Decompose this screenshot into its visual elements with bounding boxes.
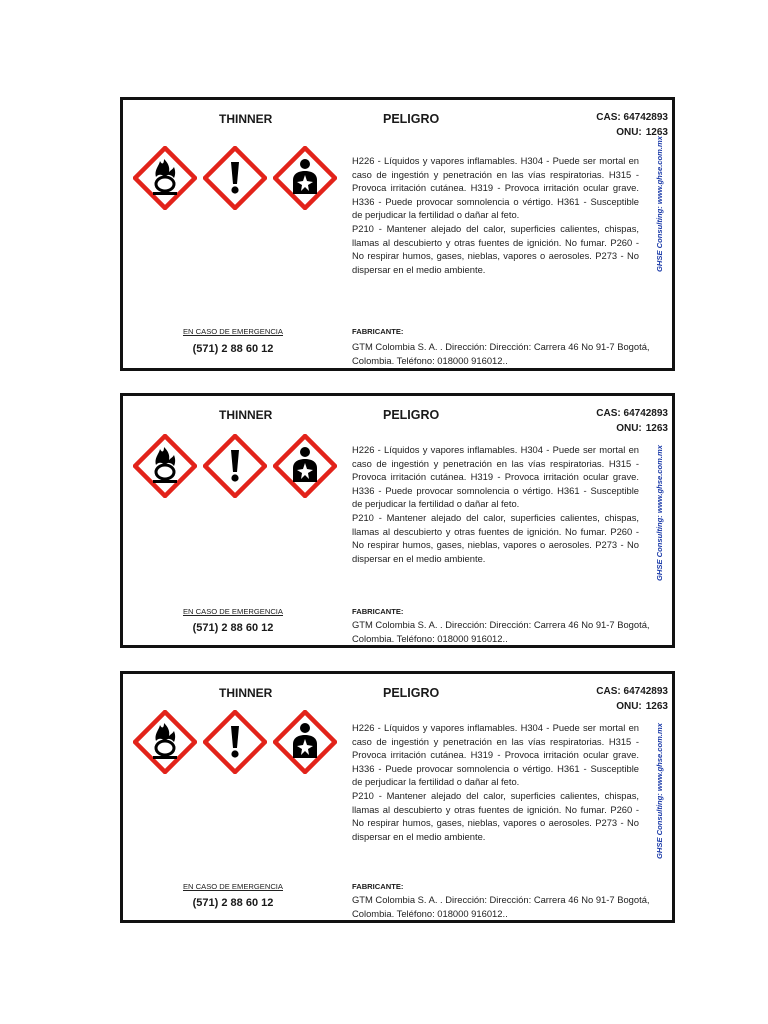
emergency-phone: (571) 2 88 60 12 — [192, 622, 274, 634]
manufacturer-title: FABRICANTE: — [352, 327, 404, 336]
signal-word: PELIGRO — [383, 112, 440, 126]
onu-label: ONU: — [616, 701, 642, 712]
exclamation-mark-icon — [203, 710, 267, 774]
hazard-label — [120, 97, 675, 371]
manufacturer-info: GTM Colombia S. A. . Dirección: Dirección: Carrera 46 No 91-7 Bogotá, Colombia. Teléfono: 018000 916012.. — [352, 894, 650, 919]
product-name: THINNER — [219, 686, 273, 700]
h-statements: H226 - Líquidos y vapores inflamables. H304 - Puede ser mortal en caso de ingestión y penetración en las vías respiratorias. H315 - Provoca irritación cutánea. H319 - Provoca irritación ocular grave. H336 - Puede provocar somnolencia o vértigo. H361 - Susceptible de perjudicar la fertilidad o dañar al feto. — [352, 722, 639, 788]
manufacturer-info: GTM Colombia S. A. . Dirección: Dirección: Carrera 46 No 91-7 Bogotá, Colombia. Teléfono: 018000 916012.. — [352, 341, 650, 366]
signal-word: PELIGRO — [383, 686, 440, 700]
exclamation-mark-icon — [203, 434, 267, 498]
onu-number — [596, 699, 668, 714]
health-hazard-icon — [273, 710, 337, 774]
hazard-label — [120, 671, 675, 923]
signal-word: PELIGRO — [383, 408, 440, 422]
cas-number: CAS: 64742893 — [596, 686, 668, 697]
health-hazard-icon — [273, 434, 337, 498]
manufacturer-title: FABRICANTE: — [352, 882, 404, 891]
cas-number: CAS: 64742893 — [596, 112, 668, 123]
consultant-credit: GHSE Consulting: www.ghse.com.mx — [655, 723, 664, 859]
emergency-title: EN CASO DE EMERGENCIA — [182, 882, 283, 891]
manufacturer-info: GTM Colombia S. A. . Dirección: Dirección: Carrera 46 No 91-7 Bogotá, Colombia. Teléfono: 018000 916012.. — [352, 619, 650, 644]
hazard-statements — [352, 721, 639, 843]
cas-number: CAS: 64742893 — [596, 408, 668, 419]
onu-value: 1263 — [645, 423, 668, 434]
hazard-label — [120, 393, 675, 648]
product-name: THINNER — [219, 408, 273, 422]
emergency-phone: (571) 2 88 60 12 — [192, 897, 274, 909]
onu-label: ONU: — [616, 127, 642, 138]
consultant-credit: GHSE Consulting: www.ghse.com.mx — [655, 136, 664, 272]
p-statements: P210 - Mantener alejado del calor, superficies calientes, chispas, llamas al descubierto y otras fuentes de ignición. No fumar. P260 - No respirar humos, gases, nieblas, vapores o aerosoles. P273 - No dispersar en el medio ambiente. — [352, 222, 639, 275]
emergency-title: EN CASO DE EMERGENCIA — [182, 607, 283, 616]
onu-number — [596, 421, 668, 436]
emergency-phone: (571) 2 88 60 12 — [192, 343, 274, 355]
oxidizer-flame-over-circle-icon — [133, 146, 197, 210]
onu-value: 1263 — [645, 127, 668, 138]
h-statements: H226 - Líquidos y vapores inflamables. H304 - Puede ser mortal en caso de ingestión y penetración en las vías respiratorias. H315 - Provoca irritación cutánea. H319 - Provoca irritación ocular grave. H336 - Puede provocar somnolencia o vértigo. H361 - Susceptible de perjudicar la fertilidad o dañar al feto. — [352, 155, 639, 221]
onu-label: ONU: — [616, 423, 642, 434]
hazard-statements — [352, 443, 639, 565]
oxidizer-flame-over-circle-icon — [133, 434, 197, 498]
exclamation-mark-icon — [203, 146, 267, 210]
hazard-statements — [352, 154, 639, 276]
product-name: THINNER — [219, 112, 273, 126]
identifiers — [596, 406, 668, 436]
consultant-credit: GHSE Consulting: www.ghse.com.mx — [655, 445, 664, 581]
p-statements: P210 - Mantener alejado del calor, superficies calientes, chispas, llamas al descubierto y otras fuentes de ignición. No fumar. P260 - No respirar humos, gases, nieblas, vapores o aerosoles. P273 - No dispersar en el medio ambiente. — [352, 511, 639, 564]
emergency-title: EN CASO DE EMERGENCIA — [182, 327, 283, 336]
h-statements: H226 - Líquidos y vapores inflamables. H304 - Puede ser mortal en caso de ingestión y penetración en las vías respiratorias. H315 - Provoca irritación cutánea. H319 - Provoca irritación ocular grave. H336 - Puede provocar somnolencia o vértigo. H361 - Susceptible de perjudicar la fertilidad o dañar al feto. — [352, 444, 639, 510]
health-hazard-icon — [273, 146, 337, 210]
p-statements: P210 - Mantener alejado del calor, superficies calientes, chispas, llamas al descubierto y otras fuentes de ignición. No fumar. P260 - No respirar humos, gases, nieblas, vapores o aerosoles. P273 - No dispersar en el medio ambiente. — [352, 789, 639, 842]
onu-value: 1263 — [645, 701, 668, 712]
oxidizer-flame-over-circle-icon — [133, 710, 197, 774]
identifiers — [596, 684, 668, 714]
manufacturer-title: FABRICANTE: — [352, 607, 404, 616]
